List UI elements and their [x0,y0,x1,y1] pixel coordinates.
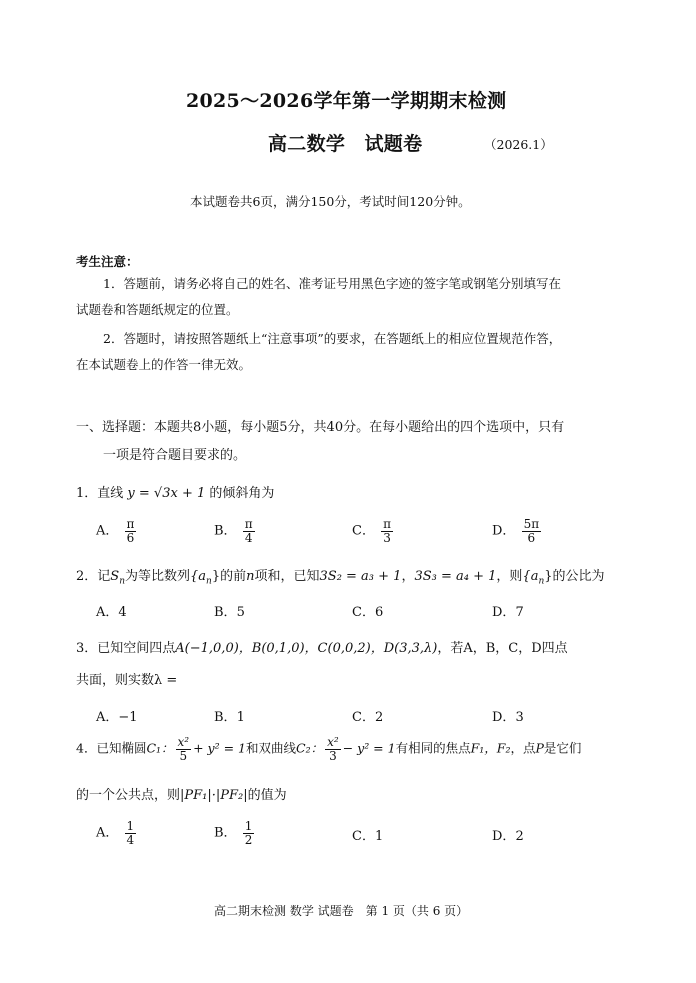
exam-title: 2025～2026学年第一学期期末检测 [186,90,507,112]
notice-heading: 考生注意： [76,254,139,269]
question-4-stem-line-1: 4．已知椭圆C₁： $\frac{\text{x²}}{5}$ + y² = 1和双曲线C₂： $\frac{\text{x²}}{3}$ − y² = 1有相同的焦点F₁，F₂，点P是它们 [76,735,582,763]
question-2-option-a: A．4 [96,605,127,620]
notice-item-2-line-1: 2．答题时，请按照答题纸上“注意事项”的要求，在答题纸上的相应位置规范作答， [103,331,562,346]
notice-item-2-line-2: 在本试题卷上的作答一律无效。 [76,357,252,372]
question-3-option-d: D．3 [492,710,524,725]
question-1-option-a: A． $\frac{\pi}{6}$ [96,517,135,545]
paper-subtitle: 高二数学 试题卷 [268,133,423,155]
question-1-tail: 的倾斜角为 [209,486,275,501]
question-1-prefix: 1．直线 [76,486,124,501]
question-3-option-a: A．−1 [96,710,138,725]
question-1-option-d: D． $\frac{5\pi}{6}$ [492,517,540,545]
question-2-stem: 2．记$S_n$为等比数列$\{a_n\}$的前n项和，已知3S₂ = a₃ + 1，3S₃ = a₄ + 1，则$\{a_n\}$的公比为 [76,569,605,587]
notice-item-1-line-2: 试题卷和答题纸规定的位置。 [76,302,239,317]
question-1-option-b: B． $\frac{\pi}{4}$ [214,517,253,545]
question-1-stem [76,482,274,501]
exam-date: （2026.1） [484,137,553,152]
question-4-option-d: D．2 [492,829,524,844]
exam-info: 本试题卷共6页，满分150分，考试时间120分钟。 [190,194,471,209]
question-2-option-d: D．7 [492,605,524,620]
question-3-option-b: B．1 [214,710,245,725]
section-1-line-2: 一项是符合题目要求的。 [103,448,247,463]
question-4-stem-line-2: 的一个公共点，则|PF₁|·|PF₂|的值为 [76,788,287,803]
page-footer: 高二期末检测 数学 试题卷 第 1 页（共 6 页） [214,904,469,918]
section-1-line-1: 一、选择题：本题共8小题，每小题5分，共40分。在每小题给出的四个选项中，只有 [76,420,565,435]
question-3-option-c: C．2 [352,710,384,725]
question-1-option-c: C． $\frac{\pi}{3}$ [352,517,391,545]
question-3-stem-line-2: 共面，则实数λ = [76,673,178,688]
notice-item-1-line-1: 1．答题前，请务必将自己的姓名、准考证号用黑色字迹的签字笔或钢笔分别填写在 [103,276,561,291]
question-4-option-c: C．1 [352,829,384,844]
question-2-option-b: B．5 [214,605,245,620]
question-4-option-b: B． $\frac{1}{2}$ [214,819,253,847]
question-1-equation: y = √3x + 1 [127,486,206,501]
question-3-stem-line-1: 3．已知空间四点A(−1,0,0)，B(0,1,0)，C(0,0,2)，D(3,3,λ)，若A，B，C，D四点 [76,641,568,656]
question-2-option-c: C．6 [352,605,384,620]
question-4-option-a: A． $\frac{1}{4}$ [96,819,135,847]
